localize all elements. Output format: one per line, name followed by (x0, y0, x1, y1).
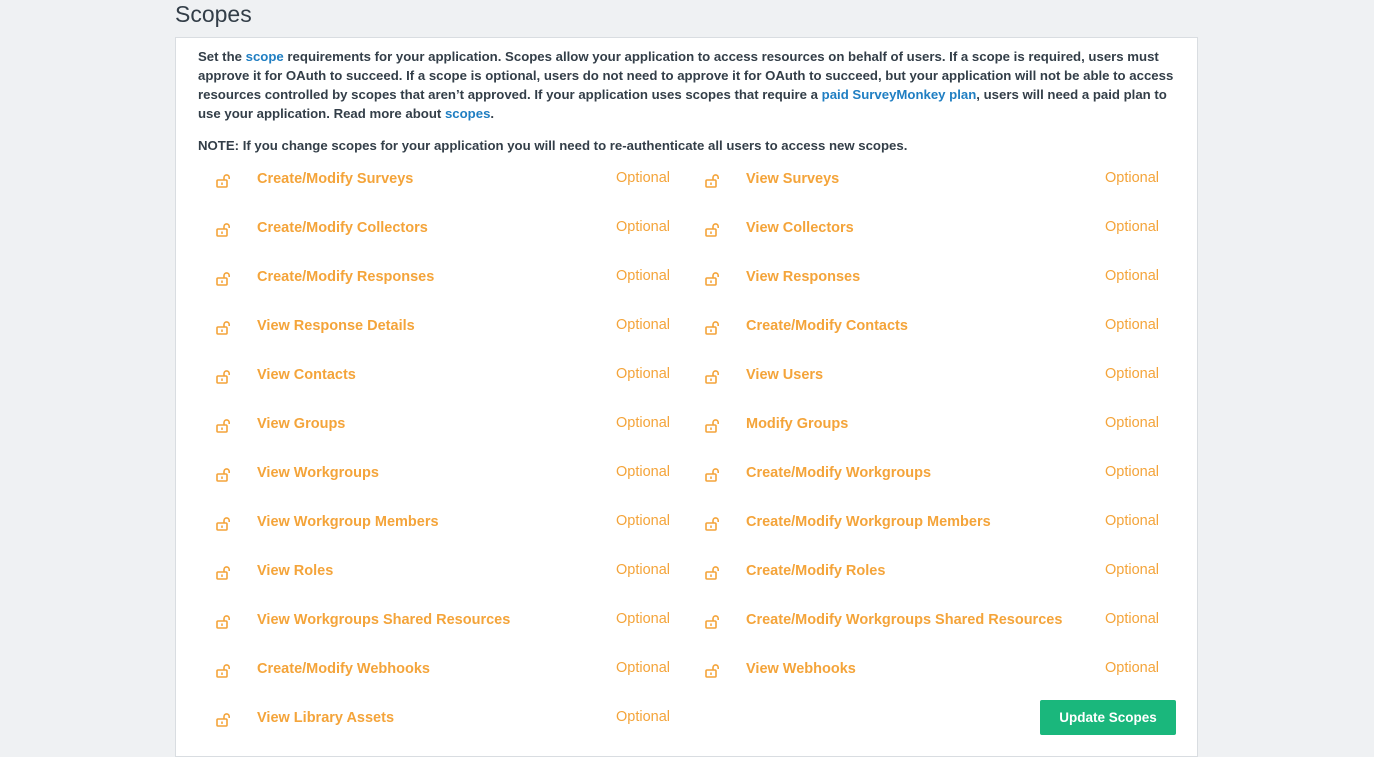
scope-status: Optional (1104, 317, 1159, 333)
scope-name-link[interactable]: View Collectors (746, 220, 854, 236)
unlock-icon (216, 272, 232, 286)
unlock-icon (216, 566, 232, 580)
scope-status: Optional (1104, 366, 1159, 382)
scope-row (216, 315, 670, 341)
unlock-icon (216, 419, 232, 433)
unlock-icon (216, 664, 232, 678)
scope-status: Optional (1104, 562, 1159, 578)
scope-status: Optional (615, 415, 670, 431)
scope-row (216, 462, 670, 488)
scope-row (216, 560, 670, 586)
scope-name-link[interactable]: View Workgroups (257, 465, 379, 481)
update-scopes-button[interactable]: Update Scopes (1040, 700, 1176, 735)
reauth-note: NOTE: If you change scopes for your application you will need to re-authenticate all users to access new scopes. (198, 138, 908, 153)
scope-name-link[interactable]: View Roles (257, 563, 334, 579)
scope-name-link[interactable]: View Users (746, 367, 824, 383)
scope-status: Optional (615, 170, 670, 186)
scope-row (705, 266, 1159, 292)
scope-name-link[interactable]: Create/Modify Surveys (257, 171, 414, 187)
unlock-icon (216, 713, 232, 727)
unlock-icon (216, 321, 232, 335)
scope-row (216, 609, 670, 635)
intro-text-part: Set the (198, 49, 246, 64)
scope-status: Optional (1104, 464, 1159, 480)
unlock-icon (705, 468, 721, 482)
scope-name-link[interactable]: View Library Assets (257, 710, 395, 726)
scope-row (216, 413, 670, 439)
unlock-icon (216, 370, 232, 384)
scope-status: Optional (615, 464, 670, 480)
scope-name-link[interactable]: Create/Modify Webhooks (257, 661, 430, 677)
scope-status: Optional (1104, 268, 1159, 284)
scope-row (705, 315, 1159, 341)
scope-row (705, 511, 1159, 537)
scope-row (216, 266, 670, 292)
scope-status: Optional (615, 562, 670, 578)
scope-row (216, 707, 670, 733)
scope-status: Optional (1104, 660, 1159, 676)
scope-name-link[interactable]: View Response Details (257, 318, 415, 334)
scope-link[interactable]: scope (245, 49, 284, 64)
scope-row (216, 364, 670, 390)
scope-name-link[interactable]: Create/Modify Contacts (746, 318, 908, 334)
paid-plan-link[interactable]: paid SurveyMonkey plan (821, 87, 977, 102)
unlock-icon (705, 174, 721, 188)
scope-name-link[interactable]: Create/Modify Workgroups Shared Resources (746, 612, 1063, 628)
scope-status: Optional (615, 317, 670, 333)
scope-name-link[interactable]: Create/Modify Collectors (257, 220, 428, 236)
unlock-icon (705, 517, 721, 531)
scope-name-link[interactable]: View Surveys (746, 171, 840, 187)
unlock-icon (216, 468, 232, 482)
scope-status: Optional (1104, 513, 1159, 529)
scope-status: Optional (1104, 415, 1159, 431)
scope-name-link[interactable]: View Groups (257, 416, 346, 432)
scope-row (705, 462, 1159, 488)
scope-name-link[interactable]: View Workgroup Members (257, 514, 439, 530)
scopes-panel (175, 37, 1198, 757)
scope-row (216, 168, 670, 194)
scope-name-link[interactable]: Modify Groups (746, 416, 849, 432)
scope-row (705, 413, 1159, 439)
intro-text (198, 47, 1183, 123)
unlock-icon (705, 664, 721, 678)
scope-status: Optional (1104, 611, 1159, 627)
scope-name-link[interactable]: Create/Modify Responses (257, 269, 435, 285)
scope-name-link[interactable]: View Workgroups Shared Resources (257, 612, 511, 628)
scope-name-link[interactable]: Create/Modify Workgroups (746, 465, 932, 481)
unlock-icon (216, 615, 232, 629)
intro-text-part: , users will need a paid plan to use your application. Read more about (198, 87, 1167, 121)
scope-row (216, 217, 670, 243)
scope-row (705, 217, 1159, 243)
scope-status: Optional (615, 268, 670, 284)
scope-status: Optional (615, 709, 670, 725)
scope-status: Optional (615, 219, 670, 235)
scope-name-link[interactable]: View Responses (746, 269, 861, 285)
scope-name-link[interactable]: Create/Modify Roles (746, 563, 886, 579)
scope-row (705, 168, 1159, 194)
intro-text-part: requirements for your application. Scopes allow your application to access resources on behalf of users. If a scope is required, users must approve it for OAuth to succeed. If a scope is optional, users do not need to approve it for OAuth to succeed, but your application will not be able to access resources controlled by scopes that aren’t approved. If your application uses scopes that require a (198, 49, 1174, 102)
unlock-icon (705, 615, 721, 629)
unlock-icon (705, 223, 721, 237)
unlock-icon (216, 517, 232, 531)
unlock-icon (216, 174, 232, 188)
scope-name-link[interactable]: View Webhooks (746, 661, 856, 677)
scope-row (705, 364, 1159, 390)
section-title: Scopes (175, 1, 252, 27)
unlock-icon (216, 223, 232, 237)
unlock-icon (705, 419, 721, 433)
scope-row (705, 658, 1159, 684)
scope-status: Optional (615, 611, 670, 627)
intro-text-part: . (490, 106, 495, 121)
scope-status: Optional (615, 513, 670, 529)
scope-status: Optional (615, 366, 670, 382)
scope-status: Optional (615, 660, 670, 676)
scope-row (705, 560, 1159, 586)
scope-row (216, 658, 670, 684)
scope-name-link[interactable]: Create/Modify Workgroup Members (746, 514, 991, 530)
scope-status: Optional (1104, 170, 1159, 186)
scope-status: Optional (1104, 219, 1159, 235)
unlock-icon (705, 272, 721, 286)
scopes-link[interactable]: scopes (444, 106, 491, 121)
scope-row (705, 609, 1159, 635)
unlock-icon (705, 566, 721, 580)
scope-row (216, 511, 670, 537)
scope-name-link[interactable]: View Contacts (257, 367, 356, 383)
unlock-icon (705, 321, 721, 335)
unlock-icon (705, 370, 721, 384)
